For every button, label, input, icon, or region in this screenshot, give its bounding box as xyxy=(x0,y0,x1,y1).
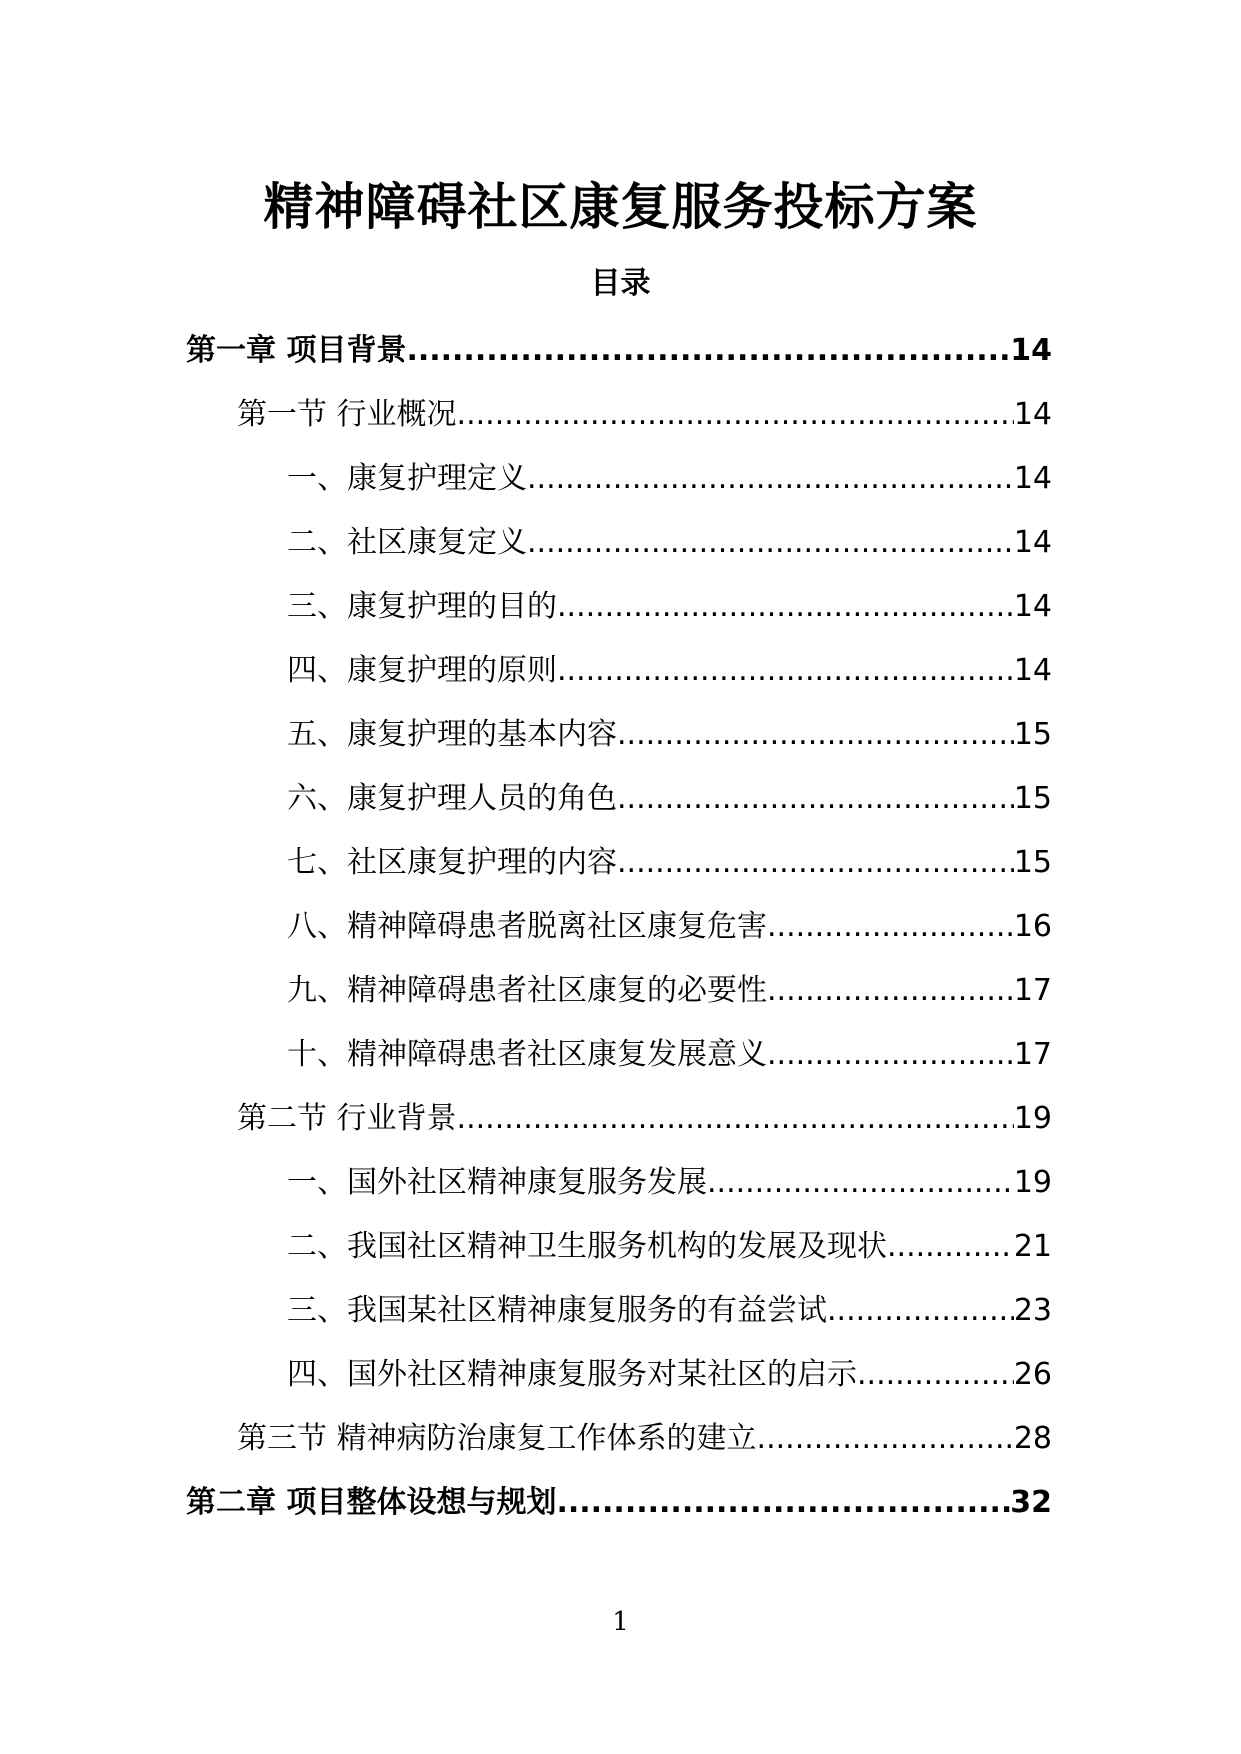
toc-leader-dots xyxy=(767,1033,1014,1077)
toc-entry-item[interactable] xyxy=(287,713,1052,757)
toc-entry-page: 14 xyxy=(1013,525,1052,560)
toc-entry-text: 第一章 项目背景 xyxy=(186,333,407,368)
toc-entry-text: 四、康复护理的原则 xyxy=(287,653,557,688)
toc-entry-item[interactable] xyxy=(287,841,1052,885)
toc-leader-dots xyxy=(527,457,1014,501)
toc-entry-chapter-1[interactable] xyxy=(186,329,1052,373)
toc-entry-page: 14 xyxy=(1013,461,1052,496)
toc-entry-text: 九、精神障碍患者社区康复的必要性 xyxy=(287,973,767,1008)
toc-entry-section[interactable] xyxy=(237,393,1052,437)
toc-entry-item[interactable] xyxy=(287,521,1052,565)
toc-entry-text: 第三节 精神病防治康复工作体系的建立 xyxy=(237,1421,757,1456)
toc-heading: 目录 xyxy=(590,266,651,301)
toc-entry-text: 第一节 行业概况 xyxy=(237,397,457,432)
toc-entry-text: 四、国外社区精神康复服务对某社区的启示 xyxy=(287,1357,857,1392)
toc-entry-page: 26 xyxy=(1013,1357,1052,1392)
toc-leader-dots xyxy=(617,841,1014,885)
toc-leader-dots xyxy=(617,713,1014,757)
toc-entry-item[interactable] xyxy=(287,969,1052,1013)
toc-entry-page: 23 xyxy=(1013,1293,1052,1328)
toc-entry-section[interactable] xyxy=(237,1417,1052,1461)
toc-leader-dots xyxy=(827,1289,1014,1333)
toc-entry-text: 二、社区康复定义 xyxy=(287,525,527,560)
toc-entry-page: 14 xyxy=(1010,333,1052,368)
toc-entry-text: 第二节 行业背景 xyxy=(237,1101,457,1136)
toc-entry-item[interactable] xyxy=(287,585,1052,629)
toc-entry-page: 19 xyxy=(1013,1165,1052,1200)
toc-leader-dots xyxy=(767,905,1014,949)
toc-entry-item[interactable] xyxy=(287,1225,1052,1269)
toc-entry-text: 一、康复护理定义 xyxy=(287,461,527,496)
toc-entry-page: 15 xyxy=(1013,781,1052,816)
toc-entry-text: 六、康复护理人员的角色 xyxy=(287,781,617,816)
toc-entry-item[interactable] xyxy=(287,1033,1052,1077)
toc-leader-dots xyxy=(887,1225,1014,1269)
toc-leader-dots xyxy=(557,649,1014,693)
toc-leader-dots xyxy=(767,969,1014,1013)
toc-leader-dots xyxy=(527,521,1014,565)
toc-entry-page: 14 xyxy=(1013,397,1052,432)
toc-entry-text: 二、我国社区精神卫生服务机构的发展及现状 xyxy=(287,1229,887,1264)
toc-entry-text: 第二章 项目整体设想与规划 xyxy=(186,1485,557,1520)
toc-entry-page: 28 xyxy=(1013,1421,1052,1456)
toc-entry-page: 14 xyxy=(1013,589,1052,624)
toc-entry-text: 七、社区康复护理的内容 xyxy=(287,845,617,880)
toc-entry-item[interactable] xyxy=(287,457,1052,501)
toc-leader-dots xyxy=(617,777,1014,821)
toc-entry-page: 17 xyxy=(1013,973,1052,1008)
toc-entry-page: 15 xyxy=(1013,717,1052,752)
toc-entry-page: 17 xyxy=(1013,1037,1052,1072)
toc-leader-dots xyxy=(406,329,1010,373)
toc-leader-dots xyxy=(857,1353,1014,1397)
toc-leader-dots xyxy=(557,585,1014,629)
toc-leader-dots xyxy=(757,1417,1014,1461)
toc-entry-page: 16 xyxy=(1013,909,1052,944)
toc-entry-item[interactable] xyxy=(287,1353,1052,1397)
page-number: 1 xyxy=(612,1607,629,1637)
toc-entry-page: 32 xyxy=(1010,1485,1052,1520)
toc-entry-page: 15 xyxy=(1013,845,1052,880)
toc-leader-dots xyxy=(457,1097,1014,1141)
toc-leader-dots xyxy=(457,393,1014,437)
toc-leader-dots xyxy=(707,1161,1014,1205)
toc-entry-text: 一、国外社区精神康复服务发展 xyxy=(287,1165,707,1200)
toc-entry-chapter-2[interactable] xyxy=(186,1481,1052,1525)
toc-entry-section[interactable] xyxy=(237,1097,1052,1141)
toc-entry-text: 三、康复护理的目的 xyxy=(287,589,557,624)
toc-entry-item[interactable] xyxy=(287,649,1052,693)
toc-entry-page: 21 xyxy=(1013,1229,1052,1264)
document-title: 精神障碍社区康复服务投标方案 xyxy=(263,178,978,236)
toc-entry-item[interactable] xyxy=(287,905,1052,949)
toc-entry-item[interactable] xyxy=(287,777,1052,821)
toc-entry-item[interactable] xyxy=(287,1289,1052,1333)
toc-entry-page: 19 xyxy=(1013,1101,1052,1136)
toc-entry-text: 十、精神障碍患者社区康复发展意义 xyxy=(287,1037,767,1072)
toc-entry-text: 五、康复护理的基本内容 xyxy=(287,717,617,752)
toc-leader-dots xyxy=(556,1481,1010,1525)
toc-entry-text: 三、我国某社区精神康复服务的有益尝试 xyxy=(287,1293,827,1328)
toc-entry-item[interactable] xyxy=(287,1161,1052,1205)
toc-entry-text: 八、精神障碍患者脱离社区康复危害 xyxy=(287,909,767,944)
toc-entry-page: 14 xyxy=(1013,653,1052,688)
